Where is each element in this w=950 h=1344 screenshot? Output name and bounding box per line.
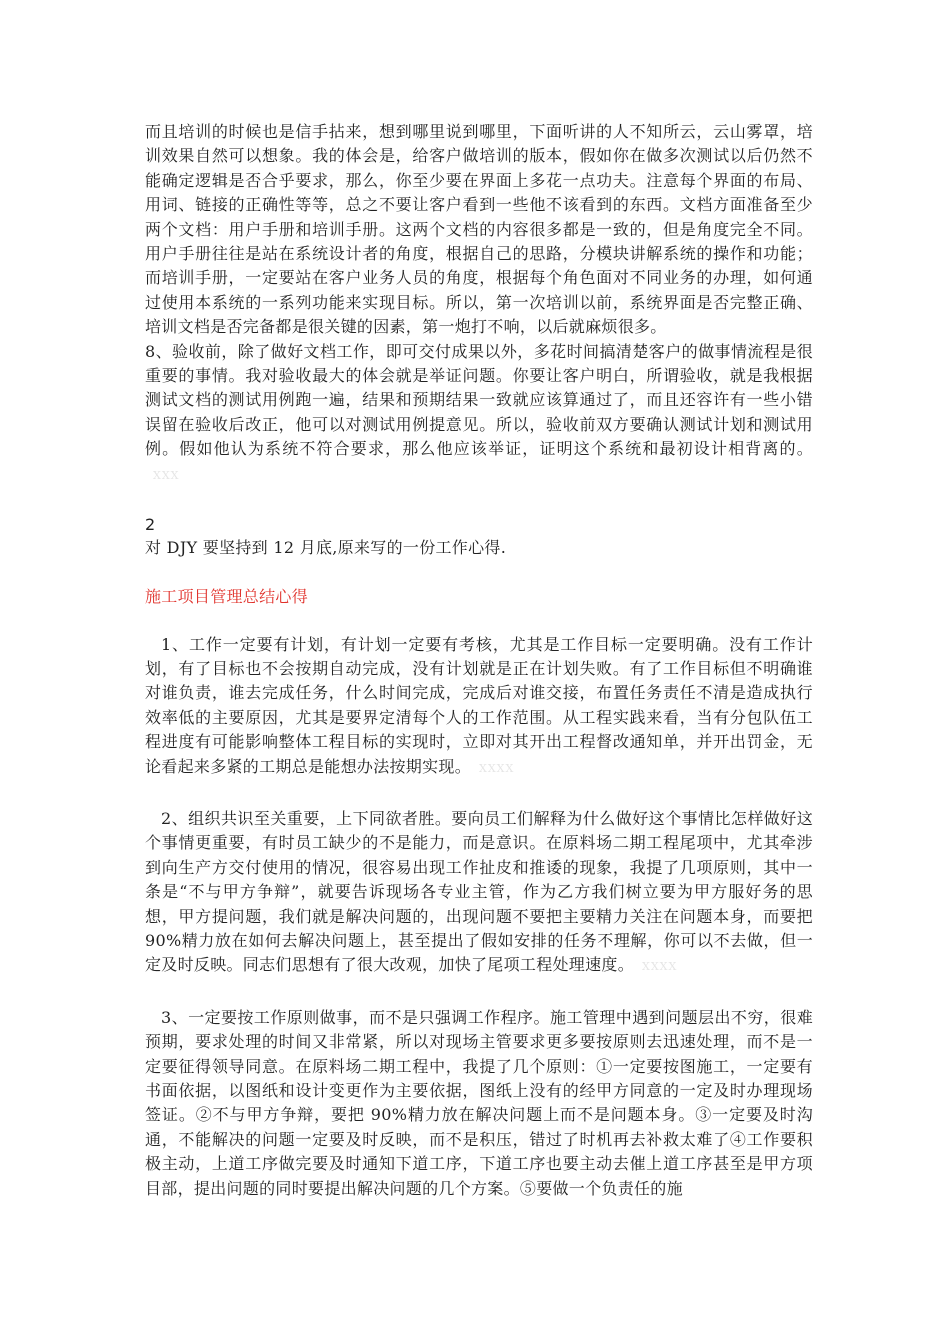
paragraph-acceptance: [145, 340, 813, 488]
spacer: [145, 609, 813, 633]
faint-watermark-text: XXXX: [642, 960, 678, 974]
spacer: [145, 488, 813, 514]
paragraph-point-3: [145, 1006, 813, 1201]
paragraph-point-2-text: 2、组织共识至关重要，上下同欲者胜。要向员工们解释为什么做好这个事情比怎样做好这个事情更重要，有时员工缺少的不是能力，而是意识。在原料场二期工程尾项中，尤其牵涉到向生产方交付使用的情况，很容易出现工作扯皮和推诿的现象，我提了几项原则，其中一条是“不与甲方争辩”，就要告诉现场各专业主管，作为乙方我们树立要为甲方服好务的思想，甲方提问题，我们就是解决问题的，出现问题不要把主要精力关注在问题本身，而要把 90%精力放在如何去解决问题上，甚至提出了假如安排的任务不理解，你可以不去做，但一定及时反映。同志们思想有了很大改观，加快了尾项工程处理速度。: [145, 808, 813, 975]
spacer: [145, 781, 813, 807]
paragraph-training-text: 而且培训的时候也是信手拈来，想到哪里说到哪里，下面听讲的人不知所云，云山雾罩，培训效果自然可以想象。我的体会是，给客户做培训的版本，假如你在做多次测试以后仍然不能确定逻辑是否合乎要求，那么，你至少要在界面上多花一点功夫。注意每个界面的布局、用词、链接的正确性等等，总之不要让客户看到一些他不该看到的东西。文档方面准备至少两个文档：用户手册和培训手册。这两个文档的内容很多都是一致的，但是角度完全不同。用户手册往往是站在系统设计者的角度，根据自己的思路，分模块讲解系统的操作和功能；而培训手册，一定要站在客户业务人员的角度，根据每个角色面对不同业务的办理，如何通过使用本系统的一系列功能来实现目标。所以，第一次培训以前，系统界面是否完整正确、培训文档是否完备都是很关键的因素，第一炮打不响，以后就麻烦很多。: [145, 122, 813, 337]
spacer: [145, 561, 813, 585]
faint-watermark-text: XXX: [153, 468, 180, 482]
section-number: 2: [145, 515, 156, 535]
document-page: [145, 120, 813, 1201]
paragraph-point-1: [145, 633, 813, 781]
paragraph-acceptance-text: 8、验收前，除了做好文档工作，即可交付成果以外，多花时间搞清楚客户的做事情流程是很重要的事情。我对验收最大的体会就是举证问题。你要让客户明白，所谓验收，就是我根据测试文档的测试用例跑一遍，结果和预期结果一致就应该算通过了，而且还容许有一些小错误留在验收后改正，他可以对测试用例提意见。所以，验收前双方要确认测试计划和测试用例。假如他认为系统不符合要求，那么他应该举证，证明这个系统和最初设计相背离的。: [145, 341, 813, 459]
spacer: [145, 980, 813, 1006]
red-heading: 施工项目管理总结心得: [145, 586, 309, 606]
paragraph-point-1-text: 1、工作一定要有计划，有计划一定要有考核，尤其是工作目标一定要明确。没有工作计划，有了目标也不会按期自动完成，没有计划就是正在计划失败。有了工作目标但不明确谁对谁负责，谁去完成任务，什么时间完成，完成后对谁交接，布置任务责任不清是造成执行效率低的主要原因，尤其是要界定清每个人的工作范围。从工程实践来看，当有分包队伍工程进度有可能影响整体工程目标的实现时，立即对其开出工程督改通知单，并开出罚金，无论看起来多紧的工期总是能想办法按期实现。: [145, 634, 813, 776]
section-subtitle: 对 DJY 要坚持到 12 月底,原来写的一份工作心得.: [145, 538, 507, 558]
paragraph-training: [145, 120, 813, 340]
faint-watermark-text: XXXX: [479, 761, 515, 775]
paragraph-point-2: [145, 807, 813, 980]
paragraph-point-3-text: 3、一定要按工作原则做事，而不是只强调工作程序。施工管理中遇到问题层出不穷，很难预期，要求处理的时间又非常紧，所以对现场主管要求更多要按原则去迅速处理，而不是一定要征得领导同意。在原料场二期工程中，我提了几个原则：①一定要按图施工，一定要有书面依据，以图纸和设计变更作为主要依据，图纸上没有的经甲方同意的一定及时办理现场签证。②不与甲方争辩，要把 90%精力放在解决问题上而不是问题本身。③一定要及时沟通，不能解决的问题一定要及时反映，而不是积压，错过了时机再去补救太难了④工作要积极主动，上道工序做完要及时通知下道工序，下道工序也要主动去催上道工序甚至是甲方项目部，提出问题的同时要提出解决问题的几个方案。⑤要做一个负责任的施: [145, 1007, 813, 1198]
